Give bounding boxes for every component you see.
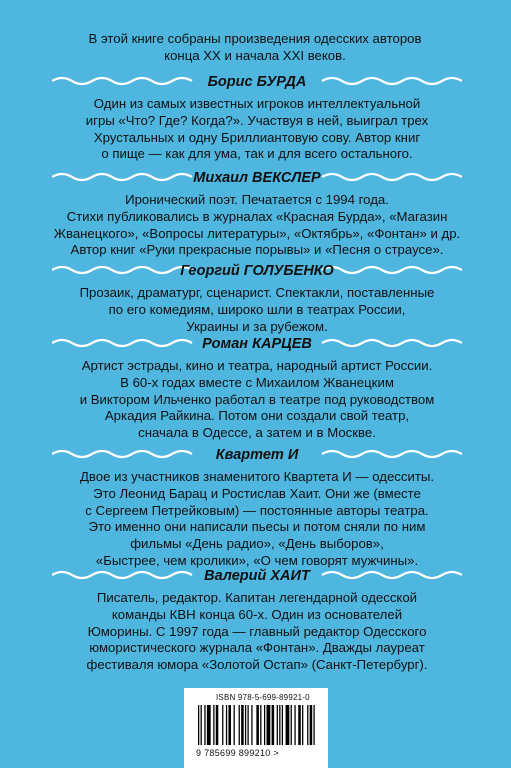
bio-line: фильмы «День радио», «День выборов»,: [130, 536, 384, 552]
barcode-bar: [216, 705, 219, 745]
barcode-bar: [298, 705, 301, 745]
barcode-bar: [277, 705, 278, 745]
bio-line: игры «Что? Где? Когда?». Участвуя в ней, выиграл трех: [85, 112, 429, 128]
author-name: Валерий ХАИТ: [204, 568, 310, 584]
bio-line: фестиваля юмора «Золотой Остап» (Санкт-Петербург).: [86, 657, 428, 673]
author-name: Роман КАРЦЕВ: [202, 336, 312, 352]
bio-line: и Виктором Ильченко работал в театре под руководством: [79, 391, 435, 407]
bio-line: Аркадия Райкина. Потом они создали свой театр,: [104, 408, 410, 424]
barcode-bar: [201, 705, 202, 745]
bio-line: В 60-х годах вместе с Михаилом Жванецким: [120, 374, 394, 390]
author-bio: [36, 469, 478, 570]
barcode-bar: [294, 705, 295, 745]
bio-line: юмористического журнала «Фонтан». Дважды лауреат: [89, 640, 425, 656]
author-bio: [36, 285, 478, 335]
bio-line: по его комедиям, широко шли в театрах России,: [108, 301, 406, 317]
barcode-bar: [234, 705, 235, 745]
barcode-bar: [307, 705, 308, 745]
barcode-bar: [241, 705, 244, 745]
barcode-bar: [264, 705, 265, 745]
intro-line: В этой книге собраны произведения одесских авторов: [88, 31, 422, 46]
bio-line: сначала в Одессе, а затем и в Москве.: [138, 425, 376, 441]
barcode-bar: [260, 705, 261, 745]
intro-line: конца XX и начала XXI веков.: [164, 48, 346, 63]
barcode-bar: [207, 705, 211, 745]
intro-text: [40, 30, 470, 64]
barcode-digits: 9 785699 899210 >: [196, 748, 279, 758]
bio-line: Иронический поэт. Печатается с 1994 года.: [125, 192, 389, 207]
barcode-bar: [267, 705, 271, 745]
barcode-bars: [198, 705, 316, 745]
bio-line: Это именно они написали пьесы и потом сняли по ним: [88, 519, 426, 535]
barcode-bar: [272, 705, 275, 745]
bio-line: Украины и за рубежом.: [186, 318, 328, 334]
barcode-bar: [204, 705, 205, 745]
bio-line: Хрустальных и одну Бриллиантовую сову. Автор книг: [93, 129, 421, 145]
barcode-bar: [222, 705, 223, 745]
author-name: Георгий ГОЛУБЕНКО: [180, 263, 334, 279]
bio-line: Это Леонид Барац и Ростислав Хаит. Они же (вместе: [93, 485, 421, 501]
bio-line: Артист эстрады, кино и театра, народный артист России.: [81, 358, 433, 373]
author-bio: [36, 96, 478, 163]
author-bio: [36, 590, 478, 674]
bio-line: о пище — как для ума, так и для всего остального.: [101, 146, 413, 162]
barcode-bar: [247, 705, 248, 745]
isbn-label: ISBN 978-5-699-89921-0: [216, 693, 310, 702]
barcode-bar: [313, 705, 314, 745]
bio-line: Писатель, редактор. Капитан легендарной одесской: [96, 590, 418, 605]
author-name: Михаил ВЕКСЛЕР: [193, 170, 321, 186]
barcode-bar: [226, 705, 227, 745]
barcode-bar: [213, 705, 214, 745]
barcode-bar: [228, 705, 231, 745]
barcode-panel: [184, 688, 328, 768]
bio-line: Прозаик, драматург, сценарист. Спектакли, поставленные: [79, 285, 435, 300]
barcode-bar: [291, 705, 292, 745]
barcode-bar: [256, 705, 259, 745]
bio-line: Жванецкого», «Вопросы литературы», «Октябрь», «Фонтан» и др.: [53, 225, 461, 241]
bio-line: команды КВН конца 60-х. Один из основателей: [111, 606, 403, 622]
author-bio: [36, 358, 478, 442]
barcode-bar: [198, 705, 199, 745]
bio-line: с Сергеем Петрейковым) — постоянные авторы театра.: [85, 502, 429, 518]
barcode-bar: [302, 705, 303, 745]
barcode-bar: [310, 705, 313, 745]
bio-line: Юморины. С 1997 года — главный редактор Одесского: [87, 623, 427, 639]
barcode-bar: [251, 705, 252, 745]
barcode-bar: [279, 705, 280, 745]
author-name: Квартет И: [215, 447, 299, 463]
bio-line: «Быстрее, чем кролики», «О чем говорят мужчины».: [95, 552, 419, 568]
author-bio: [36, 192, 478, 259]
bio-line: Автор книг «Руки прекрасные порывы» и «Песня о страусе».: [70, 242, 444, 258]
bio-line: Стихи публиковались в журналах «Красная Бурда», «Магазин: [66, 208, 448, 224]
barcode-bar: [286, 705, 290, 745]
bio-line: Двое из участников знаменитого Квартета И — одесситы.: [79, 469, 435, 484]
barcode-bar: [245, 705, 246, 745]
barcode-bar: [239, 705, 240, 745]
barcode-bar: [282, 705, 283, 745]
bio-line: Один из самых известных игроков интеллектуальной: [93, 96, 421, 111]
author-name: Борис БУРДА: [207, 74, 307, 90]
